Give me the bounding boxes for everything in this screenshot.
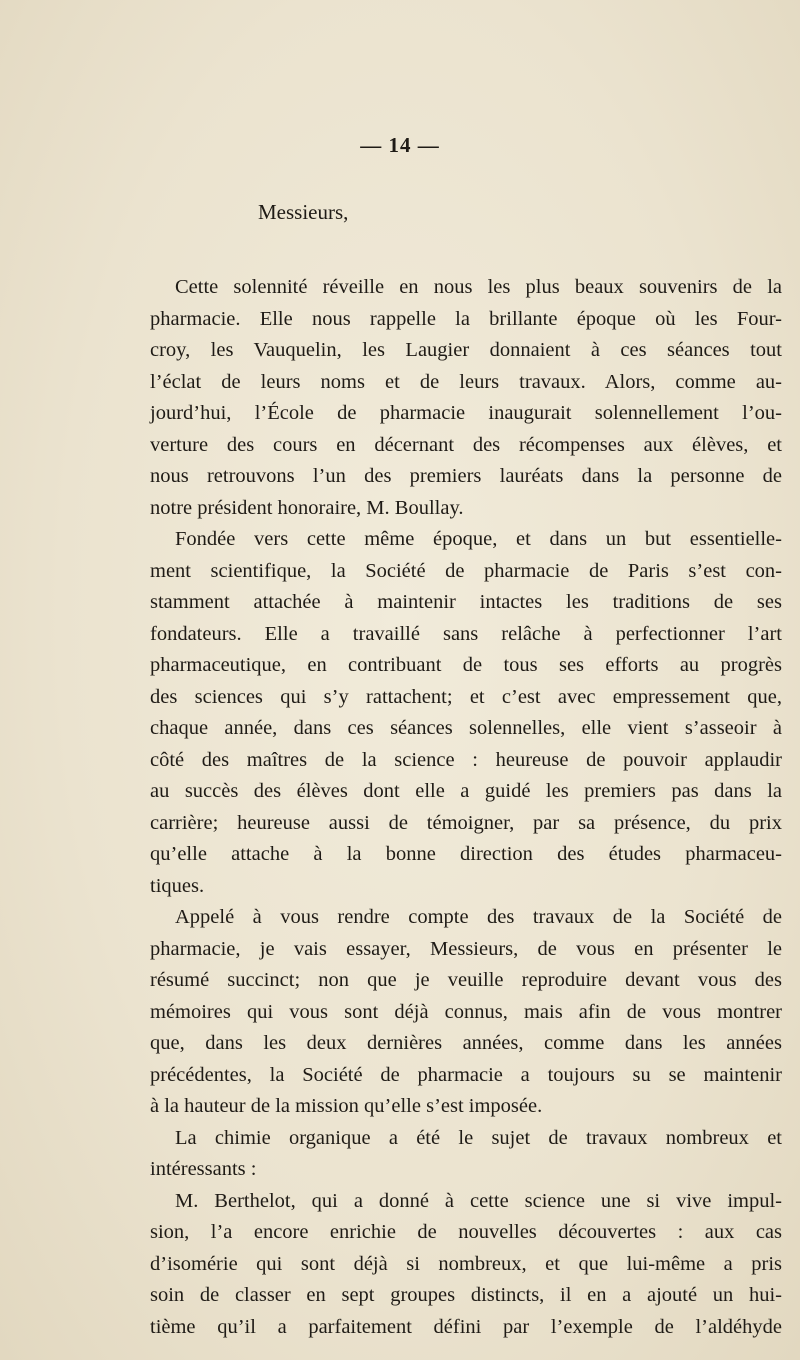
text-line: croy, les Vauquelin, les Laugier donnaient à ces séances tout [150,339,782,361]
text-line: Appelé à vous rendre compte des travaux de la Société de [175,906,782,928]
text-line: pharmaceutique, en contribuant de tous ses efforts au progrès [150,654,782,676]
text-line: résumé succinct; non que je veuille reproduire devant vous des [150,969,782,991]
text-line: nous retrouvons l’un des premiers lauréats dans la personne de [150,465,782,487]
text-line: au succès des élèves dont elle a guidé les premiers pas dans la [150,780,782,802]
text-line: fondateurs. Elle a travaillé sans relâche à perfectionner l’art [150,622,782,645]
text-line: verture des cours en décernant des récompenses aux élèves, et [150,433,782,456]
page-number: — 14 — [360,133,440,157]
text-line: mémoires qui vous sont déjà connus, mais afin de vous montrer [150,1000,782,1023]
text-line: intéressants : [150,1158,257,1180]
text-line: sion, l’a encore enrichie de nouvelles découvertes : aux cas [150,1221,782,1243]
text-line: d’isomérie qui sont déjà si nombreux, et que lui-même a pris [150,1252,782,1275]
text-line: que, dans les deux dernières années, comme dans les années [150,1032,782,1054]
text-line: La chimie organique a été le sujet de travaux nombreux et [175,1126,782,1149]
text-line: côté des maîtres de la science : heureuse de pouvoir applaudir [150,748,782,771]
text-line: notre président honoraire, M. Boullay. [150,496,464,519]
text-line: M. Berthelot, qui a donné à cette science une si vive impul- [175,1189,782,1212]
text-line: l’éclat de leurs noms et de leurs travaux. Alors, comme au- [150,370,782,393]
text-line: à la hauteur de la mission qu’elle s’est imposée. [150,1095,543,1117]
text-line: Fondée vers cette même époque, et dans un but essentielle- [175,528,782,550]
text-line: soin de classer en sept groupes distincts, il en a ajouté un hui- [150,1284,782,1306]
text-line: des sciences qui s’y rattachent; et c’est avec empressement que, [150,685,782,708]
text-line: stamment attachée à maintenir intactes les traditions de ses [150,591,782,613]
text-line: pharmacie, je vais essayer, Messieurs, de vous en présenter le [150,937,782,960]
text-line: carrière; heureuse aussi de témoigner, par sa présence, du prix [150,811,782,834]
body-text [150,272,782,1343]
text-line: tième qu’il a parfaitement défini par l’exemple de l’aldéhyde [150,1315,782,1338]
text-line: qu’elle attache à la bonne direction des études pharmaceu- [150,843,782,865]
text-line: chaque année, dans ces séances solennelles, elle vient s’asseoir à [150,717,782,739]
text-line: pharmacie. Elle nous rappelle la brillante époque où les Four- [150,307,782,330]
text-line: jourd’hui, l’École de pharmacie inaugurait solennellement l’ou- [150,402,782,424]
salutation: Messieurs, [258,200,349,224]
text-line: Cette solennité réveille en nous les plus beaux souvenirs de la [175,276,782,298]
text-line: précédentes, la Société de pharmacie a toujours su se maintenir [150,1063,782,1086]
text-line: tiques. [150,874,205,897]
text-line: ment scientifique, la Société de pharmacie de Paris s’est con- [150,559,782,582]
